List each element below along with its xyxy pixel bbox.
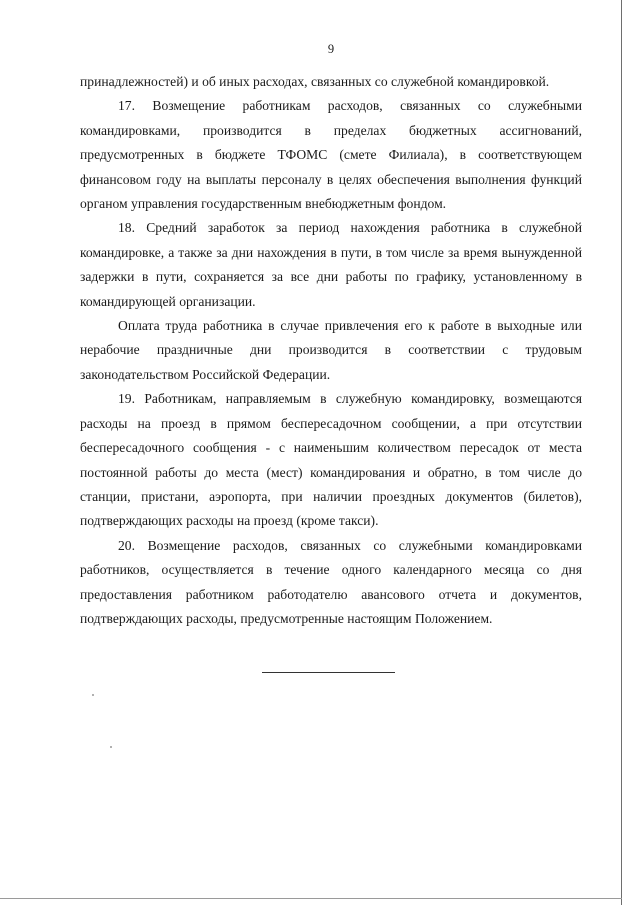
page-edge-right [621,0,622,905]
page-number: 9 [327,42,335,56]
paragraph-18: 18. Средний заработок за период нахождения работника в служебной командировке, а также за дни нахождения в пути, в том числе за время вынужденной задержки в пути, сохраняется за все дни работы по графику, установленному в командирующей организации. [80,220,582,309]
scan-speck [110,746,112,748]
paragraph-18-pay: Оплата труда работника в случае привлечения его к работе в выходные или нерабочие праздничные дни производится в соответствии с трудовым законодательством Российской Федерации. [80,318,582,382]
document-body [80,70,582,631]
page-edge-bottom [0,898,622,899]
paragraph-20: 20. Возмещение расходов, связанных со служебными командировками работников, осуществляется в течение одного календарного месяца со дня предоставления работником работодателю авансового отчета и документов, подтверждающих расходы, предусмотренные настоящим Положением. [80,537,582,626]
paragraph-17: 17. Возмещение работникам расходов, связанных со служебными командировками, производится в пределах бюджетных ассигнований, предусмотренных в бюджете ТФОМС (смете Филиала), в соответствующем финансовом году на выплаты персоналу в целях обеспечения выполнения функций органом управления государственным внебюджетным фондом. [80,98,582,212]
scan-speck [92,694,94,696]
paragraph-continuation: принадлежностей) и об иных расходах, связанных со служебной командировкой. [80,74,550,89]
paragraph-19: 19. Работникам, направляемым в служебную командировку, возмещаются расходы на проезд в прямом беспересадочном сообщении, а при отсутствии беспересадочного сообщения - с наименьшим количеством пересадок от места постоянной работы до места (мест) командирования и обратно, в том числе до станции, пристани, аэропорта, при наличии проездных документов (билетов), подтверждающих расходы на проезд (кроме такси). [80,391,582,529]
end-separator-line [262,672,395,673]
